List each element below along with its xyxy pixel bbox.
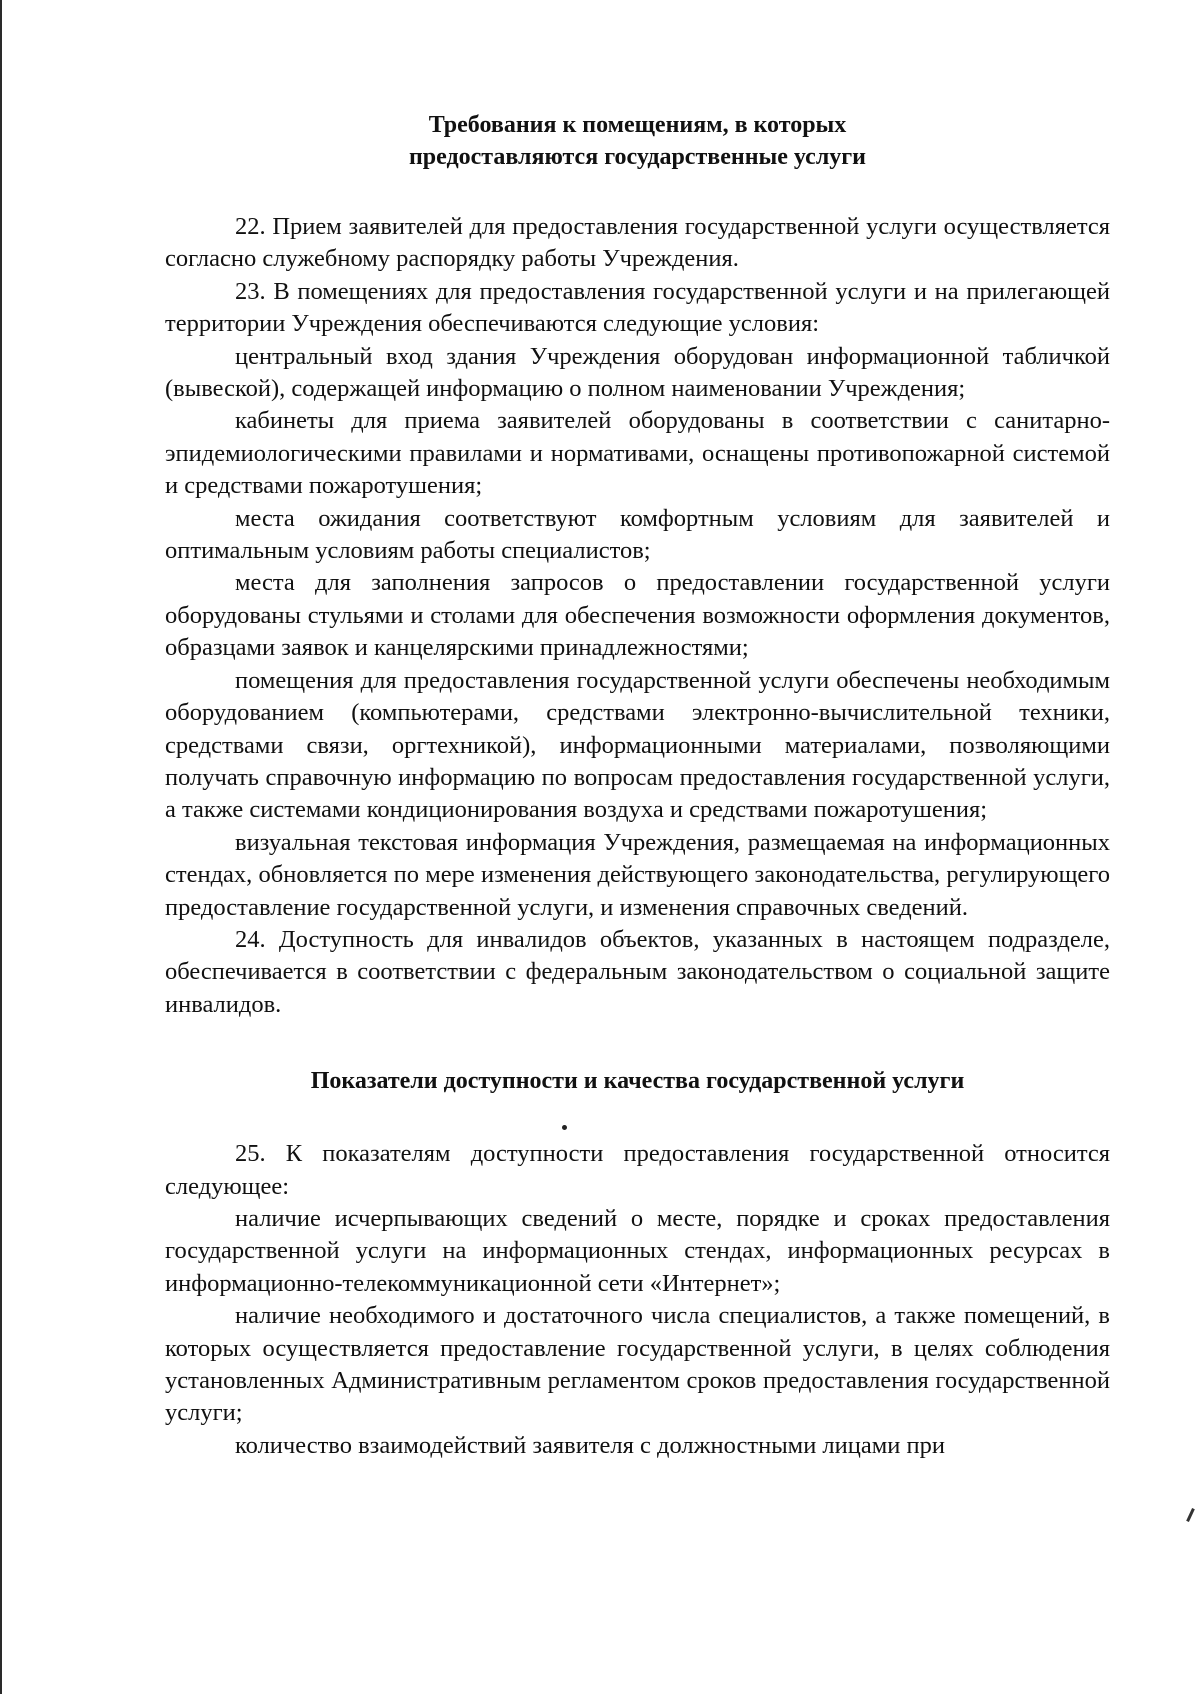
paragraph-24: 24. Доступность для инвалидов объектов, указанных в настоящем подразделе, обеспечивается в соответствии с федеральным законодательством о социальной защите инвалидов. bbox=[165, 925, 1110, 1018]
scan-dot bbox=[562, 1125, 567, 1130]
section-1-title-line-1: Требования к помещениям, в которых bbox=[428, 112, 847, 138]
paragraph-waiting-areas: места ожидания соответствуют комфортным условиям для заявителей и оптимальным условиям работы специалистов; bbox=[165, 504, 1110, 565]
scan-mark bbox=[1186, 1508, 1195, 1522]
scan-left-edge bbox=[0, 0, 2, 1694]
paragraph-25: 25. К показателям доступности предоставления государственной относится следующее: bbox=[165, 1140, 1110, 1200]
paragraph-visual-info: визуальная текстовая информация Учреждения, размещаемая на информационных стендах, обновляется по мере изменения действующего законодательства, регулирующего предоставление государственной услуги, и изменения справочных сведений. bbox=[165, 828, 1110, 921]
paragraph-interactions: количество взаимодействий заявителя с должностными лицами при bbox=[235, 1431, 945, 1459]
paragraph-23: 23. В помещениях для предоставления государственной услуги и на прилегающей территории Учреждения обеспечиваются следующие условия: bbox=[165, 277, 1110, 338]
paragraph-entrance: центральный вход здания Учреждения оборудован информационной табличкой (вывеской), содержащей информацию о полном наименовании Учреждения; bbox=[165, 342, 1110, 403]
section-1-title bbox=[165, 109, 1110, 173]
paragraph-specialists: наличие необходимого и достаточного числа специалистов, а также помещений, в которых осуществляется предоставление государственной услуги, в целях соблюдения установленных Административным регламентом сроков предоставления государственной услуги; bbox=[165, 1302, 1110, 1427]
paragraph-equipment: помещения для предоставления государственной услуги обеспечены необходимым оборудованием (компьютерами, средствами электронно-вычислительной техники, средствами связи, оргтехникой), информационными материалами, позволяющими получать справочную информацию по вопросам предоставления государственной услуги, а также системами кондиционирования воздуха и средствами пожаротушения; bbox=[165, 666, 1110, 824]
document-page bbox=[165, 100, 1110, 1462]
section-1-body bbox=[165, 211, 1110, 1021]
paragraph-request-areas: места для заполнения запросов о предоставлении государственной услуги оборудованы стульями и столами для обеспечения возможности оформления документов, образцами заявок и канцелярскими принадлежностями; bbox=[165, 569, 1110, 662]
section-1-title-line-2: предоставляются государственные услуги bbox=[408, 144, 867, 170]
paragraph-22: 22. Прием заявителей для предоставления государственной услуги осуществляется согласно служебному распорядку работы Учреждения. bbox=[165, 213, 1110, 273]
section-2-body bbox=[165, 1138, 1110, 1462]
paragraph-info-availability: наличие исчерпывающих сведений о месте, порядке и сроках предоставления государственной услуги на информационных стендах, информационных ресурсах в информационно-телекоммуникационной сети «Интернет»; bbox=[165, 1204, 1110, 1297]
section-2-title: Показатели доступности и качества государственной услуги bbox=[310, 1068, 965, 1095]
paragraph-offices: кабинеты для приема заявителей оборудованы в соответствии с санитарно-эпидемиологическими правилами и нормативами, оснащены противопожарной системой и средствами пожаротушения; bbox=[165, 407, 1110, 500]
